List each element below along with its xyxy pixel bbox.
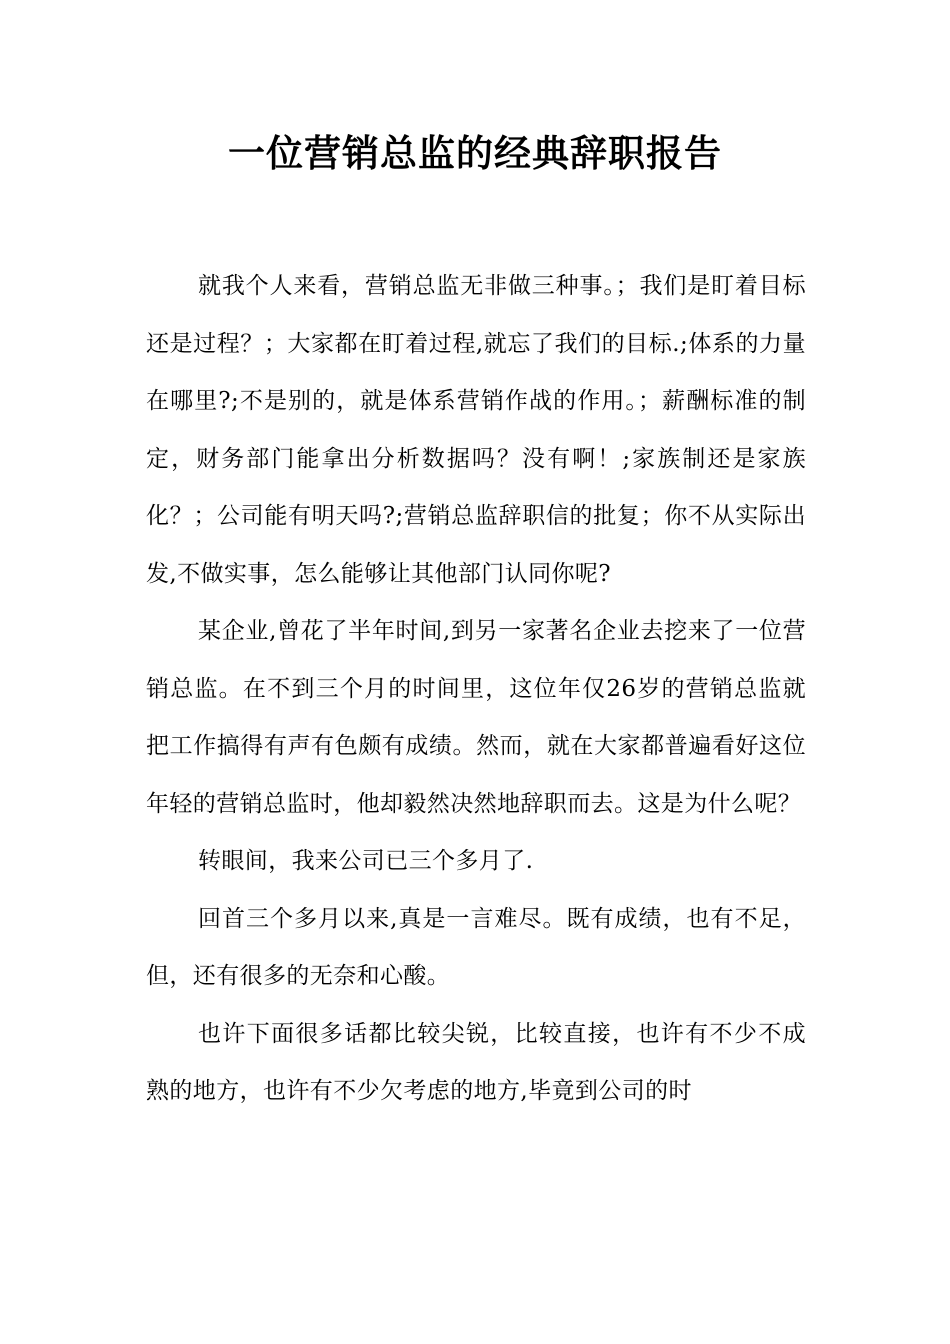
document-body — [146, 258, 806, 1121]
paragraph-4: 回首三个多月以来,真是一言难尽。既有成绩，也有不足，但，还有很多的无奈和心酸。 — [146, 905, 806, 989]
paragraph-1: 就我个人来看，营销总监无非做三种事。；我们是盯着目标还是过程？；大家都在盯着过程,就忘了我们的目标.;体系的力量在哪里?;不是别的，就是体系营销作战的作用。；薪酬标准的制定，财务部门能拿出分析数据吗？没有啊！;家族制还是家族化？；公司能有明天吗?;营销总监辞职信的批复；你不从实际出发,不做实事，怎么能够让其他部门认同你呢? — [146, 273, 806, 587]
document-title: 一位营销总监的经典辞职报告 — [228, 132, 722, 175]
paragraph-3: 转眼间，我来公司已三个多月了. — [198, 848, 534, 874]
paragraph-2: 某企业,曾花了半年时间,到另一家著名企业去挖来了一位营销总监。在不到三个月的时间里，这位年仅26岁的营销总监就把工作搞得有声有色颇有成绩。然而，就在大家都普遍看好这位年轻的营销总监时，他却毅然决然地辞职而去。这是为什么呢？ — [146, 618, 807, 817]
paragraph-5: 也许下面很多话都比较尖锐，比较直接，也许有不少不成熟的地方，也许有不少欠考虑的地方,毕竟到公司的时 — [146, 1020, 806, 1104]
